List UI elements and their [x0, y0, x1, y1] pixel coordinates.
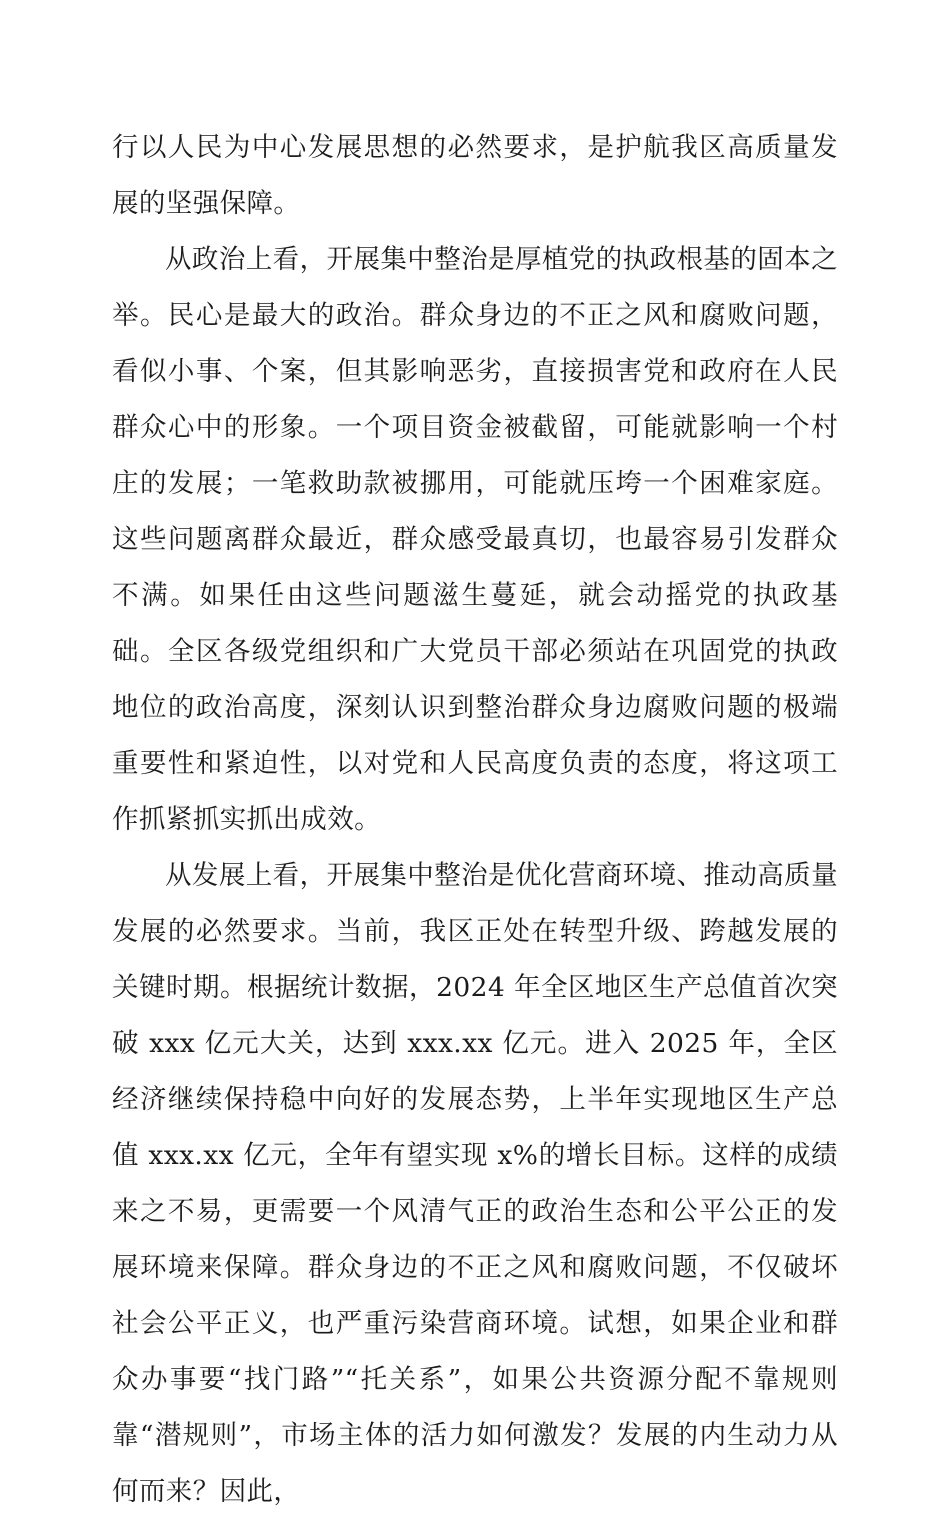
paragraph-continuation: 行以人民为中心发展思想的必然要求，是护航我区高质量发展的坚强保障。 — [112, 132, 838, 219]
paragraph-political: 从政治上看，开展集中整治是厚植党的执政根基的固本之举。民心是最大的政治。群众身边的不正之风和腐败问题，看似小事、个案，但其影响恶劣，直接损害党和政府在人民群众心中的形象。一个项目资金被截留，可能就影响一个村庄的发展；一笔救助款被挪用，可能就压垮一个困难家庭。这些问题离群众最近，群众感受最真切，也最容易引发群众不满。如果任由这些问题滋生蔓延，就会动摇党的执政基础。全区各级党组织和广大党员干部必须站在巩固党的执政地位的政治高度，深刻认识到整治群众身边腐败问题的极端重要性和紧迫性，以对党和人民高度负责的态度，将这项工作抓紧抓实抓出成效。 — [112, 244, 838, 835]
paragraph-development: 从发展上看，开展集中整治是优化营商环境、推动高质量发展的必然要求。当前，我区正处在转型升级、跨越发展的关键时期。根据统计数据，2024 年全区地区生产总值首次突破 xxx 亿元大关，达到 xxx.xx 亿元。进入 2025 年，全区经济继续保持稳中向好的发展态势，上半年实现地区生产总值 xxx.xx 亿元，全年有望实现 x%的增长目标。这样的成绩来之不易，更需要一个风清气正的政治生态和公平公正的发展环境来保障。群众身边的不正之风和腐败问题，不仅破坏社会公平正义，也严重污染营商环境。试想，如果企业和群众办事要“找门路”“托关系”，如果公共资源分配不靠规则靠“潜规则”，市场主体的活力如何激发？发展的内生动力从何而来？因此， — [112, 860, 838, 1507]
document-body — [112, 120, 838, 1520]
